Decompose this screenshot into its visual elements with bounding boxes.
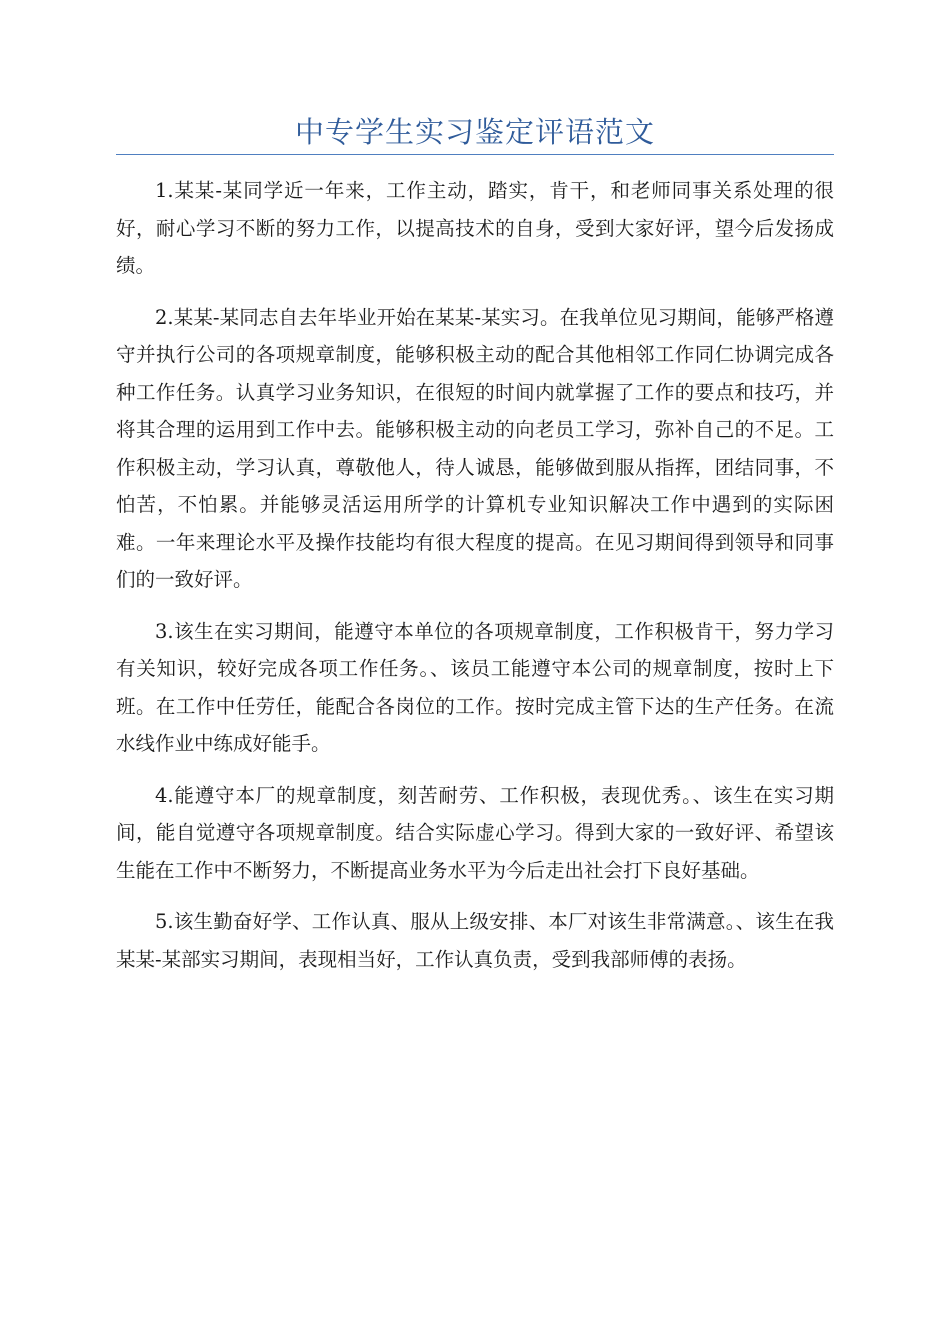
document-body bbox=[116, 172, 834, 992]
paragraph-1: 1.某某-某同学近一年来，工作主动，踏实，肯干，和老师同事关系处理的很好，耐心学习不断的努力工作，以提高技术的自身，受到大家好评，望今后发扬成绩。 bbox=[116, 179, 834, 277]
paragraph-5: 5.该生勤奋好学、工作认真、服从上级安排、本厂对该生非常满意。、该生在我某某-某部实习期间，表现相当好，工作认真负责，受到我部师傅的表扬。 bbox=[116, 910, 834, 971]
document-title: 中专学生实习鉴定评语范文 bbox=[294, 115, 655, 149]
paragraph-3: 3.该生在实习期间，能遵守本单位的各项规章制度，工作积极肯干，努力学习有关知识，较好完成各项工作任务。、该员工能遵守本公司的规章制度，按时上下班。在工作中任劳任，能配合各岗位的工作。按时完成主管下达的生产任务。在流水线作业中练成好能手。 bbox=[116, 619, 834, 755]
title-underline bbox=[116, 154, 834, 155]
paragraph-4: 4.能遵守本厂的规章制度，刻苦耐劳、工作积极，表现优秀。、该生在实习期间，能自觉遵守各项规章制度。结合实际虚心学习。得到大家的一致好评、希望该生能在工作中不断努力，不断提高业务水平为今后走出社会打下良好基础。 bbox=[116, 783, 834, 882]
paragraph-2: 2.某某-某同志自去年毕业开始在某某-某实习。在我单位见习期间，能够严格遵守并执行公司的各项规章制度，能够积极主动的配合其他相邻工作同仁协调完成各种工作任务。认真学习业务知识，在很短的时间内就掌握了工作的要点和技巧，并将其合理的运用到工作中去。能够积极主动的向老员工学习，弥补自己的不足。工作积极主动，学习认真，尊敬他人，待人诚恳，能够做到服从指挥，团结同事，不怕苦，不怕累。并能够灵活运用所学的计算机专业知识解决工作中遇到的实际困难。一年来理论水平及操作技能均有很大程度的提高。在见习期间得到领导和同事们的一致好评。 bbox=[116, 305, 834, 591]
